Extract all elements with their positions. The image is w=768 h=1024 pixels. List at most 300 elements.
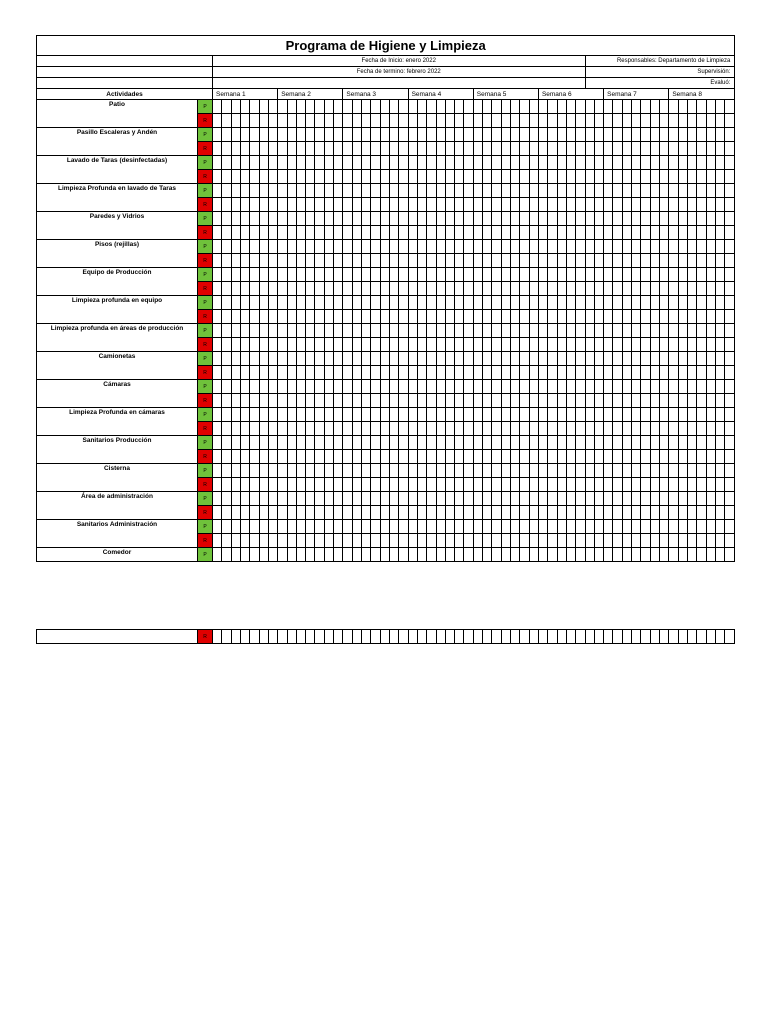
schedule-cell[interactable] [250,548,259,562]
schedule-cell[interactable] [483,324,492,338]
schedule-cell[interactable] [538,506,547,520]
schedule-cell[interactable] [213,492,222,506]
schedule-cell[interactable] [362,464,371,478]
schedule-cell[interactable] [287,422,296,436]
schedule-cell[interactable] [641,156,650,170]
schedule-cell[interactable] [362,450,371,464]
schedule-cell[interactable] [306,198,315,212]
schedule-cell[interactable] [268,408,277,422]
schedule-cell[interactable] [669,436,678,450]
schedule-cell[interactable] [706,282,715,296]
schedule-cell[interactable] [473,268,482,282]
schedule-cell[interactable] [296,478,305,492]
schedule-cell[interactable] [632,422,641,436]
schedule-cell[interactable] [669,240,678,254]
schedule-cell[interactable] [511,338,520,352]
schedule-cell[interactable] [594,128,603,142]
schedule-cell[interactable] [417,366,426,380]
schedule-cell[interactable] [259,548,268,562]
schedule-cell[interactable] [389,324,398,338]
schedule-cell[interactable] [259,296,268,310]
schedule-cell[interactable] [371,268,380,282]
schedule-cell[interactable] [315,548,324,562]
schedule-cell[interactable] [268,268,277,282]
schedule-cell[interactable] [687,212,696,226]
schedule-cell[interactable] [622,128,631,142]
schedule-cell[interactable] [594,310,603,324]
schedule-cell[interactable] [706,338,715,352]
schedule-cell[interactable] [511,464,520,478]
schedule-cell[interactable] [259,352,268,366]
schedule-cell[interactable] [427,296,436,310]
schedule-cell[interactable] [417,548,426,562]
schedule-cell[interactable] [650,324,659,338]
schedule-cell[interactable] [445,156,454,170]
schedule-cell[interactable] [511,548,520,562]
schedule-cell[interactable] [697,464,706,478]
schedule-cell[interactable] [529,548,538,562]
schedule-cell[interactable] [343,548,352,562]
schedule-cell[interactable] [594,142,603,156]
schedule-cell[interactable] [427,212,436,226]
schedule-cell[interactable] [213,212,222,226]
schedule-cell[interactable] [296,534,305,548]
schedule-cell[interactable] [427,324,436,338]
schedule-cell[interactable] [576,198,585,212]
schedule-cell[interactable] [678,212,687,226]
schedule-cell[interactable] [678,450,687,464]
schedule-cell[interactable] [520,156,529,170]
schedule-cell[interactable] [315,630,324,644]
schedule-cell[interactable] [427,408,436,422]
schedule-cell[interactable] [445,548,454,562]
schedule-cell[interactable] [240,408,249,422]
schedule-cell[interactable] [613,170,622,184]
schedule-cell[interactable] [213,422,222,436]
schedule-cell[interactable] [715,254,724,268]
schedule-cell[interactable] [259,100,268,114]
schedule-cell[interactable] [371,338,380,352]
schedule-cell[interactable] [287,198,296,212]
schedule-cell[interactable] [213,338,222,352]
schedule-cell[interactable] [268,338,277,352]
schedule-cell[interactable] [632,100,641,114]
schedule-cell[interactable] [389,254,398,268]
schedule-cell[interactable] [287,156,296,170]
schedule-cell[interactable] [715,296,724,310]
schedule-cell[interactable] [715,630,724,644]
schedule-cell[interactable] [306,100,315,114]
schedule-cell[interactable] [632,128,641,142]
schedule-cell[interactable] [296,100,305,114]
schedule-cell[interactable] [501,548,510,562]
schedule-cell[interactable] [231,520,240,534]
schedule-cell[interactable] [389,114,398,128]
schedule-cell[interactable] [687,198,696,212]
schedule-cell[interactable] [455,352,464,366]
schedule-cell[interactable] [650,268,659,282]
schedule-cell[interactable] [380,478,389,492]
schedule-cell[interactable] [566,520,575,534]
schedule-cell[interactable] [715,520,724,534]
schedule-cell[interactable] [585,520,594,534]
schedule-cell[interactable] [231,506,240,520]
schedule-cell[interactable] [594,366,603,380]
schedule-cell[interactable] [427,478,436,492]
schedule-cell[interactable] [715,310,724,324]
schedule-cell[interactable] [315,226,324,240]
schedule-cell[interactable] [296,184,305,198]
schedule-cell[interactable] [604,506,613,520]
schedule-cell[interactable] [538,240,547,254]
schedule-cell[interactable] [529,464,538,478]
schedule-cell[interactable] [315,520,324,534]
schedule-cell[interactable] [417,478,426,492]
schedule-cell[interactable] [678,422,687,436]
schedule-cell[interactable] [371,324,380,338]
schedule-cell[interactable] [334,450,343,464]
schedule-cell[interactable] [250,156,259,170]
schedule-cell[interactable] [697,226,706,240]
schedule-cell[interactable] [538,366,547,380]
schedule-cell[interactable] [706,100,715,114]
schedule-cell[interactable] [315,310,324,324]
schedule-cell[interactable] [455,310,464,324]
schedule-cell[interactable] [715,100,724,114]
schedule-cell[interactable] [380,324,389,338]
schedule-cell[interactable] [240,338,249,352]
schedule-cell[interactable] [445,128,454,142]
schedule-cell[interactable] [697,534,706,548]
schedule-cell[interactable] [315,128,324,142]
schedule-cell[interactable] [529,156,538,170]
schedule-cell[interactable] [594,534,603,548]
schedule-cell[interactable] [380,450,389,464]
schedule-cell[interactable] [445,254,454,268]
schedule-cell[interactable] [464,212,473,226]
schedule-cell[interactable] [399,450,408,464]
schedule-cell[interactable] [352,380,361,394]
schedule-cell[interactable] [240,198,249,212]
schedule-cell[interactable] [380,380,389,394]
schedule-cell[interactable] [520,534,529,548]
schedule-cell[interactable] [501,394,510,408]
schedule-cell[interactable] [464,548,473,562]
schedule-cell[interactable] [501,520,510,534]
schedule-cell[interactable] [306,226,315,240]
schedule-cell[interactable] [222,380,231,394]
schedule-cell[interactable] [352,100,361,114]
schedule-cell[interactable] [650,240,659,254]
schedule-cell[interactable] [715,450,724,464]
schedule-cell[interactable] [222,408,231,422]
schedule-cell[interactable] [427,422,436,436]
schedule-cell[interactable] [362,324,371,338]
schedule-cell[interactable] [678,198,687,212]
schedule-cell[interactable] [501,436,510,450]
schedule-cell[interactable] [576,464,585,478]
schedule-cell[interactable] [576,100,585,114]
schedule-cell[interactable] [240,226,249,240]
schedule-cell[interactable] [529,310,538,324]
schedule-cell[interactable] [594,338,603,352]
schedule-cell[interactable] [538,492,547,506]
schedule-cell[interactable] [594,478,603,492]
schedule-cell[interactable] [399,142,408,156]
schedule-cell[interactable] [650,352,659,366]
schedule-cell[interactable] [706,534,715,548]
schedule-cell[interactable] [296,548,305,562]
schedule-cell[interactable] [641,142,650,156]
schedule-cell[interactable] [622,156,631,170]
schedule-cell[interactable] [660,212,669,226]
schedule-cell[interactable] [501,464,510,478]
schedule-cell[interactable] [352,630,361,644]
schedule-cell[interactable] [483,226,492,240]
schedule-cell[interactable] [538,156,547,170]
schedule-cell[interactable] [213,352,222,366]
schedule-cell[interactable] [697,198,706,212]
schedule-cell[interactable] [594,492,603,506]
schedule-cell[interactable] [576,450,585,464]
schedule-cell[interactable] [511,506,520,520]
schedule-cell[interactable] [529,352,538,366]
schedule-cell[interactable] [473,310,482,324]
schedule-cell[interactable] [417,156,426,170]
schedule-cell[interactable] [548,630,557,644]
schedule-cell[interactable] [306,492,315,506]
schedule-cell[interactable] [417,422,426,436]
schedule-cell[interactable] [706,184,715,198]
schedule-cell[interactable] [371,198,380,212]
schedule-cell[interactable] [613,352,622,366]
schedule-cell[interactable] [464,268,473,282]
schedule-cell[interactable] [697,492,706,506]
schedule-cell[interactable] [650,100,659,114]
schedule-cell[interactable] [566,478,575,492]
schedule-cell[interactable] [566,408,575,422]
schedule-cell[interactable] [324,226,333,240]
schedule-cell[interactable] [585,128,594,142]
schedule-cell[interactable] [632,282,641,296]
schedule-cell[interactable] [380,282,389,296]
schedule-cell[interactable] [520,338,529,352]
schedule-cell[interactable] [501,114,510,128]
schedule-cell[interactable] [315,170,324,184]
schedule-cell[interactable] [576,296,585,310]
schedule-cell[interactable] [678,408,687,422]
schedule-cell[interactable] [306,184,315,198]
schedule-cell[interactable] [324,128,333,142]
schedule-cell[interactable] [492,198,501,212]
schedule-cell[interactable] [287,338,296,352]
schedule-cell[interactable] [604,212,613,226]
schedule-cell[interactable] [324,534,333,548]
schedule-cell[interactable] [660,128,669,142]
schedule-cell[interactable] [417,338,426,352]
schedule-cell[interactable] [278,240,287,254]
schedule-cell[interactable] [250,436,259,450]
schedule-cell[interactable] [492,240,501,254]
schedule-cell[interactable] [483,156,492,170]
schedule-cell[interactable] [650,464,659,478]
schedule-cell[interactable] [268,310,277,324]
schedule-cell[interactable] [362,100,371,114]
schedule-cell[interactable] [538,408,547,422]
schedule-cell[interactable] [687,548,696,562]
schedule-cell[interactable] [520,128,529,142]
schedule-cell[interactable] [632,520,641,534]
schedule-cell[interactable] [501,310,510,324]
schedule-cell[interactable] [352,464,361,478]
schedule-cell[interactable] [408,324,417,338]
schedule-cell[interactable] [352,436,361,450]
schedule-cell[interactable] [278,630,287,644]
schedule-cell[interactable] [594,520,603,534]
schedule-cell[interactable] [529,254,538,268]
schedule-cell[interactable] [427,380,436,394]
schedule-cell[interactable] [557,408,566,422]
schedule-cell[interactable] [334,366,343,380]
schedule-cell[interactable] [576,436,585,450]
schedule-cell[interactable] [697,352,706,366]
schedule-cell[interactable] [613,114,622,128]
schedule-cell[interactable] [557,128,566,142]
schedule-cell[interactable] [511,226,520,240]
schedule-cell[interactable] [538,282,547,296]
schedule-cell[interactable] [259,170,268,184]
schedule-cell[interactable] [594,212,603,226]
schedule-cell[interactable] [557,296,566,310]
schedule-cell[interactable] [231,142,240,156]
schedule-cell[interactable] [632,212,641,226]
schedule-cell[interactable] [352,128,361,142]
schedule-cell[interactable] [687,128,696,142]
schedule-cell[interactable] [650,310,659,324]
schedule-cell[interactable] [389,422,398,436]
schedule-cell[interactable] [306,534,315,548]
schedule-cell[interactable] [520,366,529,380]
schedule-cell[interactable] [380,394,389,408]
schedule-cell[interactable] [501,408,510,422]
schedule-cell[interactable] [566,142,575,156]
schedule-cell[interactable] [278,324,287,338]
schedule-cell[interactable] [343,492,352,506]
schedule-cell[interactable] [362,422,371,436]
schedule-cell[interactable] [613,436,622,450]
schedule-cell[interactable] [585,352,594,366]
schedule-cell[interactable] [380,408,389,422]
schedule-cell[interactable] [352,156,361,170]
schedule-cell[interactable] [408,408,417,422]
schedule-cell[interactable] [594,422,603,436]
schedule-cell[interactable] [287,296,296,310]
schedule-cell[interactable] [511,184,520,198]
schedule-cell[interactable] [706,226,715,240]
schedule-cell[interactable] [445,492,454,506]
schedule-cell[interactable] [687,506,696,520]
schedule-cell[interactable] [687,310,696,324]
schedule-cell[interactable] [520,436,529,450]
schedule-cell[interactable] [687,100,696,114]
schedule-cell[interactable] [408,142,417,156]
schedule-cell[interactable] [483,534,492,548]
schedule-cell[interactable] [706,436,715,450]
schedule-cell[interactable] [492,310,501,324]
schedule-cell[interactable] [268,380,277,394]
schedule-cell[interactable] [213,478,222,492]
schedule-cell[interactable] [222,464,231,478]
schedule-cell[interactable] [660,282,669,296]
schedule-cell[interactable] [706,352,715,366]
schedule-cell[interactable] [501,506,510,520]
schedule-cell[interactable] [278,254,287,268]
schedule-cell[interactable] [492,366,501,380]
schedule-cell[interactable] [389,156,398,170]
schedule-cell[interactable] [324,408,333,422]
schedule-cell[interactable] [473,534,482,548]
schedule-cell[interactable] [296,352,305,366]
schedule-cell[interactable] [334,520,343,534]
schedule-cell[interactable] [306,114,315,128]
schedule-cell[interactable] [371,254,380,268]
schedule-cell[interactable] [604,184,613,198]
schedule-cell[interactable] [250,352,259,366]
schedule-cell[interactable] [641,268,650,282]
schedule-cell[interactable] [371,128,380,142]
schedule-cell[interactable] [650,184,659,198]
schedule-cell[interactable] [697,170,706,184]
schedule-cell[interactable] [585,534,594,548]
schedule-cell[interactable] [371,142,380,156]
schedule-cell[interactable] [343,184,352,198]
schedule-cell[interactable] [632,630,641,644]
schedule-cell[interactable] [287,548,296,562]
schedule-cell[interactable] [231,324,240,338]
schedule-cell[interactable] [678,296,687,310]
schedule-cell[interactable] [213,142,222,156]
schedule-cell[interactable] [706,464,715,478]
schedule-cell[interactable] [408,394,417,408]
schedule-cell[interactable] [548,240,557,254]
schedule-cell[interactable] [548,380,557,394]
schedule-cell[interactable] [399,240,408,254]
schedule-cell[interactable] [427,254,436,268]
schedule-cell[interactable] [250,114,259,128]
schedule-cell[interactable] [362,492,371,506]
schedule-cell[interactable] [492,464,501,478]
schedule-cell[interactable] [222,170,231,184]
schedule-cell[interactable] [529,630,538,644]
schedule-cell[interactable] [222,520,231,534]
schedule-cell[interactable] [669,296,678,310]
schedule-cell[interactable] [632,114,641,128]
schedule-cell[interactable] [538,338,547,352]
schedule-cell[interactable] [566,170,575,184]
schedule-cell[interactable] [240,630,249,644]
schedule-cell[interactable] [483,338,492,352]
schedule-cell[interactable] [362,128,371,142]
schedule-cell[interactable] [315,198,324,212]
schedule-cell[interactable] [492,408,501,422]
schedule-cell[interactable] [296,394,305,408]
schedule-cell[interactable] [324,114,333,128]
schedule-cell[interactable] [725,338,735,352]
schedule-cell[interactable] [585,156,594,170]
schedule-cell[interactable] [306,506,315,520]
schedule-cell[interactable] [287,436,296,450]
schedule-cell[interactable] [268,324,277,338]
